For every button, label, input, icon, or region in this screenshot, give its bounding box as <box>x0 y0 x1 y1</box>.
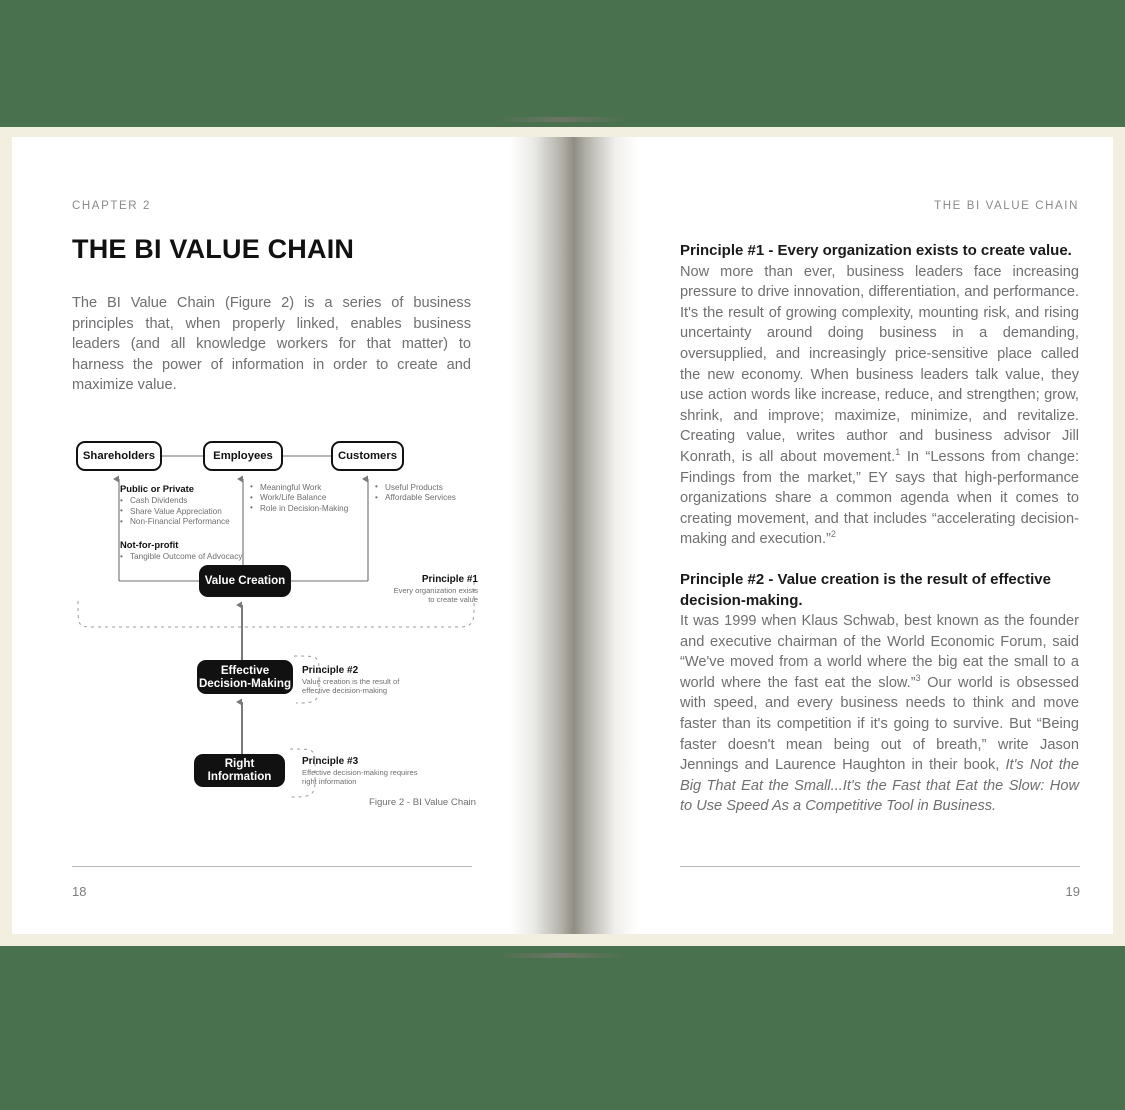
node-employees-label: Employees <box>213 449 273 462</box>
column-items-customers <box>375 483 485 504</box>
list-item: • Share Value Appreciation <box>120 507 255 517</box>
figure-column-employees <box>250 483 370 514</box>
section-2-body-part1: It was 1999 when Klaus Schwab, best known as the founder and executive chairman of the World Economic Forum, said “We've moved from a world where the big eat the small to a world where the fast eat the slow.” <box>680 613 1079 691</box>
book-spread <box>0 127 1125 946</box>
figure-principle-1 <box>392 574 478 605</box>
list-item: • Work/Life Balance <box>250 493 370 503</box>
list-item: • Non-Financial Performance <box>120 517 255 527</box>
figure-bi-value-chain <box>72 441 476 821</box>
list-item: • Useful Products <box>375 483 485 493</box>
list-item: • Affordable Services <box>375 493 485 503</box>
principle-1-subtitle-line1: Every organization exists <box>393 585 478 595</box>
section-2-body-part2: Our world is obsessed with speed, and every business needs to think and move faster than its competition if it's going to survive. But “Being faster doesn't mean being out of breath,” write Jason Jennings and Laurence Haughton in their book, <box>680 674 1080 774</box>
figure-principle-2 <box>302 665 422 696</box>
principle-1-title: Principle #1 <box>421 573 478 585</box>
right-footer-rule <box>680 866 1080 867</box>
section-1-body <box>680 262 1079 550</box>
left-footer-rule <box>72 866 472 867</box>
footnote-marker-1: 1 <box>895 447 901 458</box>
figure-caption: Figure 2 - BI Value Chain <box>368 796 476 808</box>
figure-principle-3 <box>302 756 432 787</box>
section-principle-1 <box>680 241 1079 550</box>
book-title-italic: It's Not the Big That Eat the Small...It's the Fast that Eat the Slow: How to Use Speed As a Competitive Tool in Business. <box>680 757 1079 815</box>
list-item: • Cash Dividends <box>120 496 255 506</box>
page-number-left: 18 <box>72 884 87 899</box>
principle-2-subtitle-line1: Value creation is the result of <box>302 676 400 686</box>
column-items-employees <box>250 483 370 514</box>
footnote-marker-2: 2 <box>830 529 836 540</box>
node-customers-label: Customers <box>337 449 397 462</box>
node-effective-line1: Effective <box>220 663 270 677</box>
list-item: • Tangible Outcome of Advocacy <box>120 552 255 562</box>
left-page-content <box>72 200 478 821</box>
section-1-body-part2: In “Lessons from change: Findings from the market,” EY says that high-performance organizations share a common agenda when it comes to creating movement, and that includes “accelerating decision-making and execution.” <box>680 448 1079 548</box>
principle-1-subtitle-line2: to create value <box>428 595 478 605</box>
principle-2-title: Principle #2 <box>302 664 359 676</box>
node-shareholders <box>76 441 162 471</box>
chapter-label: CHAPTER 2 <box>72 200 151 212</box>
book-pages <box>12 137 1113 934</box>
gutter-bottom-edge <box>498 953 626 958</box>
node-value-creation-label: Value Creation <box>204 574 286 588</box>
list-item: • Role in Decision-Making <box>250 504 370 514</box>
column-items-public-or-private <box>120 496 255 527</box>
node-shareholders-label: Shareholders <box>82 449 156 462</box>
principle-3-subtitle-line2: right information <box>302 777 357 787</box>
column-heading-not-for-profit: Not-for-profit <box>120 538 179 550</box>
figure-column-shareholders <box>120 483 255 563</box>
section-principle-2 <box>680 570 1079 817</box>
page-title: THE BI VALUE CHAIN <box>72 234 355 264</box>
section-1-body-part1: Now more than ever, business leaders face increasing pressure to drive innovation, differentiation, and performance. It's the result of growing complexity, mounting risk, and rising uncertainty around doing business in a demanding, oversupplied, and increasingly price-sensitive place called the new economy. When business leaders talk value, they use action words like increase, reduce, and strengthen; grow, shrink, and improve; maximize, minimize, and revitalize. Creating value, writes author and business advisor Jill Konrath, is all about movement. <box>680 263 1079 465</box>
principle-3-title: Principle #3 <box>302 755 359 767</box>
figure-column-customers <box>375 483 485 504</box>
column-items-not-for-profit <box>120 552 255 562</box>
running-head: THE BI VALUE CHAIN <box>934 200 1079 212</box>
node-customers <box>331 441 404 471</box>
right-page <box>638 137 1125 934</box>
page-number-right: 19 <box>1065 884 1080 899</box>
node-value-creation <box>199 565 291 597</box>
node-effective-decision-making-label <box>199 664 291 690</box>
section-2-body <box>680 611 1079 817</box>
node-right-information <box>194 754 285 787</box>
book-gutter-shadow <box>510 137 638 934</box>
node-effective-decision-making <box>197 660 293 694</box>
node-employees <box>203 441 283 471</box>
section-2-heading-line1: Principle #2 - Value creation is the result of effective <box>680 570 1051 588</box>
intro-paragraph: The BI Value Chain (Figure 2) is a series of business principles that, when properly linked, enables business leaders (and all knowledge workers for that matter) to harness the power of information in order to create and maximize value. <box>72 295 471 394</box>
principle-3-subtitle-line1: Effective decision-making requires <box>302 767 418 777</box>
section-1-heading: Principle #1 - Every organization exists to create value. <box>680 242 1072 259</box>
list-item: • Meaningful Work <box>250 483 370 493</box>
left-page <box>12 137 510 934</box>
section-gap <box>680 550 1079 570</box>
column-heading-public-or-private: Public or Private <box>120 482 194 494</box>
gutter-top-edge <box>498 117 626 122</box>
node-right-information-label: Right Information <box>207 757 272 784</box>
principle-2-subtitle-line2: effective decision-making <box>302 686 388 696</box>
section-2-heading-line2: decision-making. <box>680 591 803 609</box>
node-effective-line2: Decision-Making <box>198 676 292 690</box>
footnote-marker-3: 3 <box>915 673 921 684</box>
right-page-content <box>680 200 1079 817</box>
